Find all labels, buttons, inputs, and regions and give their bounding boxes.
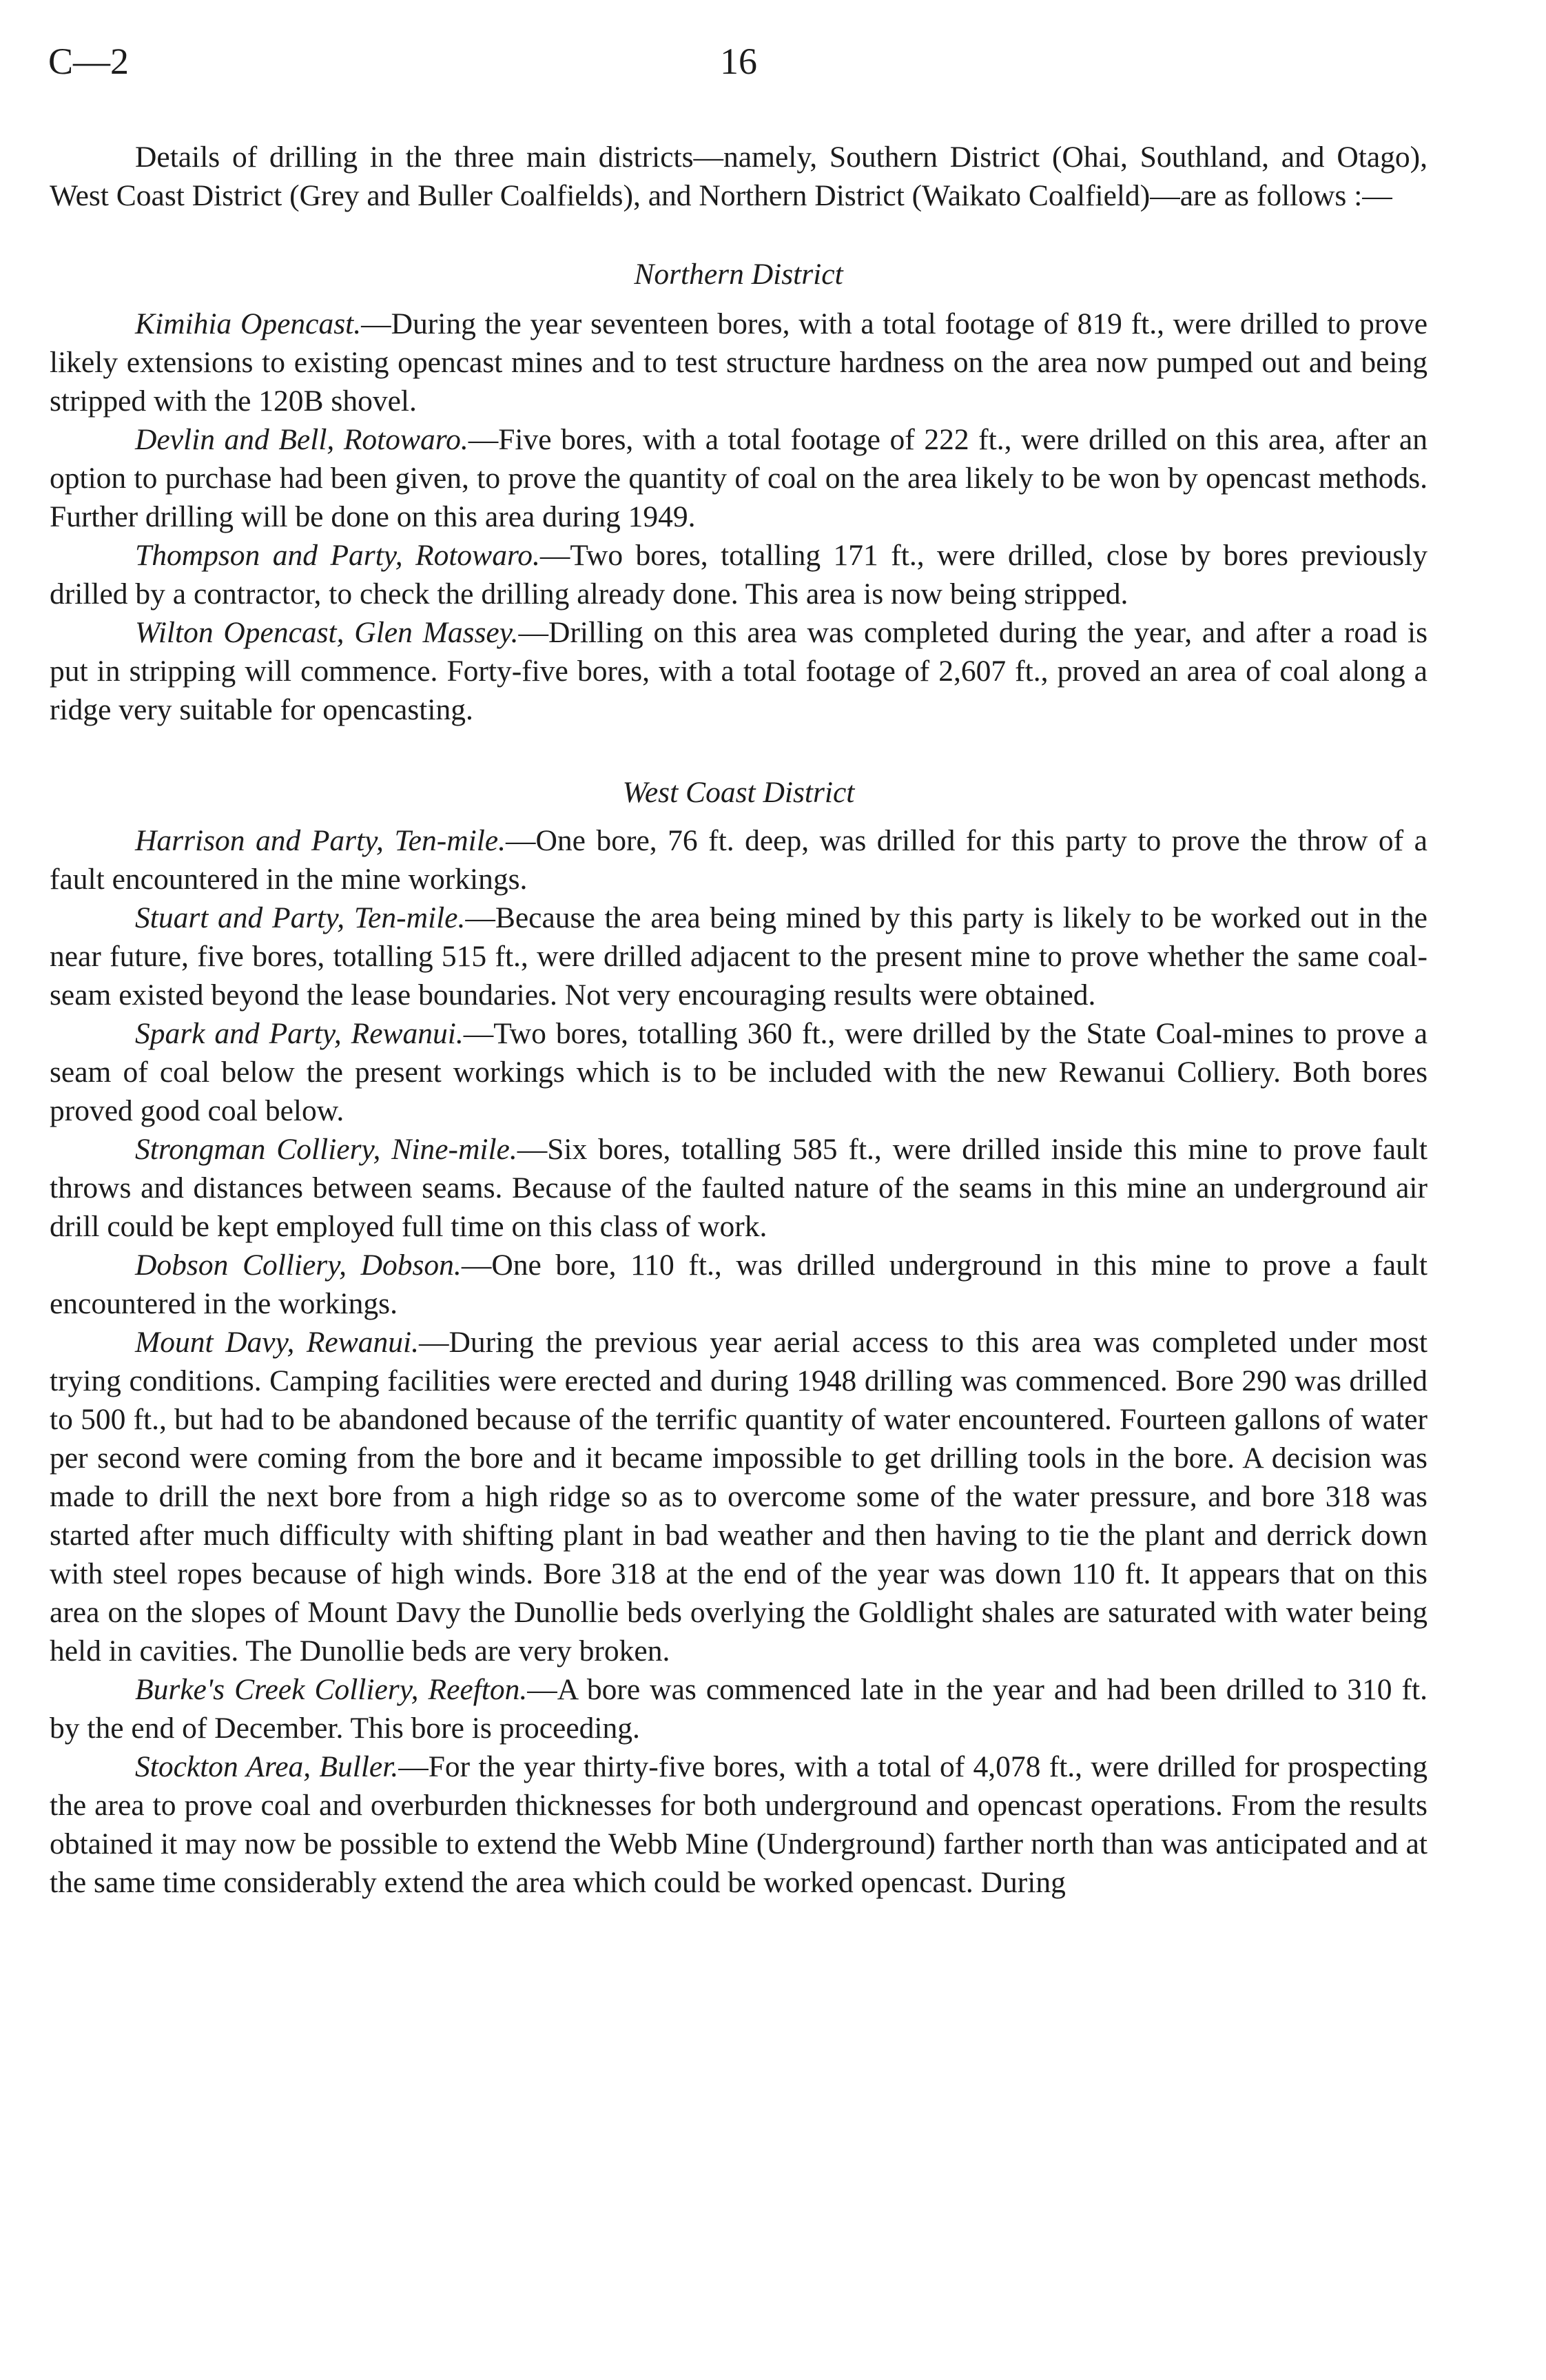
entry-text: —During the year seventeen bores, with a total footage of 819 ft., were drilled to prove likely extensions to existing opencast mines and to test structure hardness on the area now pumped out and being stripped with the 120B shovel. [50,307,1428,418]
entry-paragraph [50,1323,1428,1670]
document-reference: C—2 [48,41,130,82]
entry-paragraph [50,1246,1428,1323]
entry-place: Devlin and Bell, Rotowaro. [135,423,468,456]
entry-place: Strongman Colliery, Nine-mile. [135,1133,517,1166]
entry-paragraph [50,899,1428,1014]
entry-place: Harrison and Party, Ten-mile. [135,824,506,857]
entry-place: Wilton Opencast, Glen Massey. [135,616,519,649]
section-heading-west-coast: West Coast District [622,776,855,809]
body-text [50,138,1428,1902]
entry-text: —Six bores, totalling 585 ft., were drilled inside this mine to prove fault throws and distances between seams. Because of the faulted nature of the seams in this mine an underground air drill could be kept employed full time on this class of work. [50,1133,1428,1243]
entry-paragraph [50,1130,1428,1246]
entry-place: Spark and Party, Rewanui. [135,1017,464,1050]
entry-paragraph [50,613,1428,729]
entry-text: —Drilling on this area was completed during the year, and after a road is put in stripping will commence. Forty-five bores, with a total footage of 2,607 ft., proved an area of coal along a ridge very suitable for opencasting. [50,616,1428,726]
entry-paragraph [50,536,1428,613]
entry-place: Thompson and Party, Rotowaro. [135,539,540,572]
entry-paragraph [50,1747,1428,1902]
entry-text: —A bore was commenced late in the year and had been drilled to 310 ft. by the end of December. This bore is proceeding. [50,1673,1428,1745]
entry-place: Burke's Creek Colliery, Reefton. [135,1673,528,1706]
entry-text: —Because the area being mined by this party is likely to be worked out in the near future, five bores, totalling 515 ft., were drilled adjacent to the present mine to prove whether the same coal-seam existed beyond the lease boundaries. Not very encouraging results were obtained. [50,901,1428,1012]
intro-paragraph: Details of drilling in the three main districts—namely, Southern District (Ohai, Southland, and Otago), West Coast District (Grey and Buller Coalfields), and Northern District (Waikato Coalfield)—are as follows :— [50,141,1428,212]
entry-text: —During the previous year aerial access to this area was completed under most trying conditions. Camping facilities were erected and during 1948 drilling was commenced. Bore 290 was drilled to 500 ft., but had to be abandoned because of the terrific quantity of water encountered. Fourteen gallons of water per second were coming from the bore and it became impossible to get drilling tools in the bore. A decision was made to drill the next bore from a high ridge so as to overcome some of the water pressure, and bore 318 was started after much difficulty with shifting plant in bad weather and then having to tie the plant and derrick down with steel ropes because of high winds. Bore 318 at the end of the year was down 110 ft. It appears that on this area on the slopes of Mount Davy the Dunollie beds overlying the Goldlight shales are saturated with water being held in cavities. The Dunollie beds are very broken. [50,1326,1428,1668]
entry-place: Stuart and Party, Ten-mile. [135,901,466,934]
entry-paragraph [50,305,1428,420]
entry-text: —Five bores, with a total footage of 222 ft., were drilled on this area, after an option to purchase had been given, to prove the quantity of coal on the area likely to be won by opencast methods. Further drilling will be done on this area during 1949. [50,423,1428,533]
page-number: 16 [720,41,757,82]
entry-text: —For the year thirty-five bores, with a total of 4,078 ft., were drilled for prospecting the area to prove coal and overburden thicknesses for both underground and opencast operations. From the results obtained it may now be possible to extend the Webb Mine (Underground) farther north than was anticipated and at the same time considerably extend the area which could be worked opencast. During [50,1750,1428,1899]
entry-text: —One bore, 76 ft. deep, was drilled for this party to prove the throw of a fault encountered in the mine workings. [50,824,1428,896]
entry-paragraph [50,821,1428,899]
section-heading-northern: Northern District [634,258,843,291]
entry-paragraph [50,420,1428,536]
entry-paragraph [50,1670,1428,1747]
entry-place: Stockton Area, Buller. [135,1750,399,1783]
entry-place: Mount Davy, Rewanui. [135,1326,419,1359]
entry-place: Dobson Colliery, Dobson. [135,1249,462,1282]
entry-text: —Two bores, totalling 171 ft., were drilled, close by bores previously drilled by a contractor, to check the drilling already done. This area is now being stripped. [50,539,1428,611]
entry-text: —One bore, 110 ft., was drilled underground in this mine to prove a fault encountered in the workings. [50,1249,1428,1320]
entry-text: —Two bores, totalling 360 ft., were drilled by the State Coal-mines to prove a seam of coal below the present workings which is to be included with the new Rewanui Colliery. Both bores proved good coal below. [50,1017,1428,1127]
entry-paragraph [50,1014,1428,1130]
entry-place: Kimihia Opencast. [135,307,362,340]
